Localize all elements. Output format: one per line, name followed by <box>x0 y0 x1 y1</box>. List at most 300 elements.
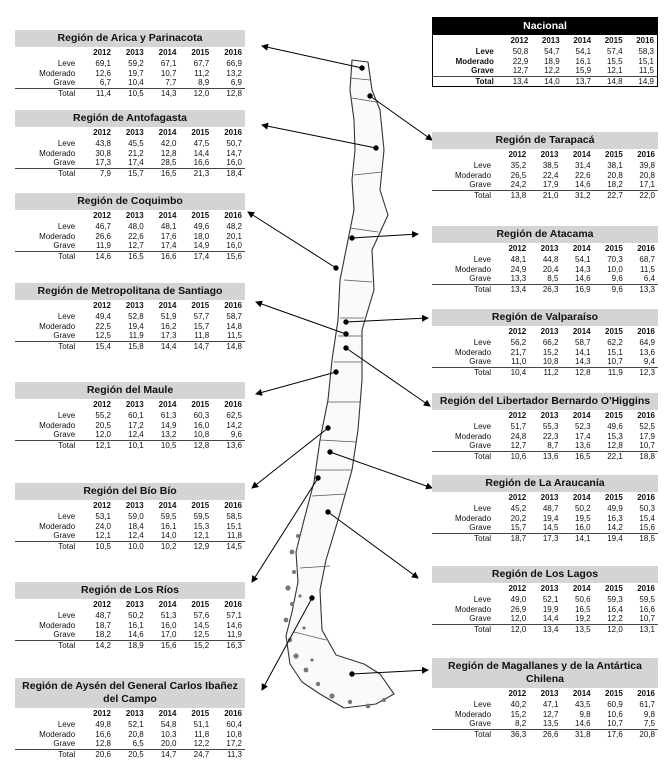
table-cell: 12,7 <box>510 441 527 451</box>
table-cell: 12,7 <box>512 66 529 76</box>
row-label-header <box>15 127 81 139</box>
table-cell: 50,2 <box>575 504 591 514</box>
table-cell: 16,1 <box>128 620 144 630</box>
table-cell: 17,0 <box>160 630 177 640</box>
table-cell: 14,9 <box>160 420 177 430</box>
year-header: 2012 <box>508 411 527 420</box>
table-cell: 52,3 <box>575 422 591 432</box>
table-cell: 18,4 <box>212 168 245 178</box>
row-label: Total <box>15 541 81 551</box>
stats-table <box>15 210 245 261</box>
table-row <box>15 720 245 729</box>
year-header: 2012 <box>93 400 111 409</box>
table-cell: 20,5 <box>95 420 111 430</box>
stats-table <box>432 492 658 543</box>
table-cell: 31,8 <box>561 729 593 739</box>
table-cell: 68,7 <box>639 255 655 265</box>
row-label-header <box>432 492 497 504</box>
table-cell: 51,3 <box>160 611 177 621</box>
table-cell: 13,6 <box>575 441 591 451</box>
row-label: Leve <box>475 47 494 57</box>
table-cell: 21,2 <box>128 148 144 158</box>
stats-table <box>432 149 658 200</box>
table-cell: 24,0 <box>95 521 111 531</box>
stats-table <box>432 583 658 634</box>
panel-antofagasta <box>15 110 245 178</box>
table-cell: 14,0 <box>160 531 177 541</box>
table-cell: 54,8 <box>160 720 177 730</box>
table-cell: 39,8 <box>639 161 655 171</box>
year-header: 2013 <box>125 301 144 310</box>
table-cell: 13,5 <box>561 624 593 634</box>
row-label: Grave <box>469 274 492 284</box>
table-cell: 19,9 <box>542 604 559 614</box>
table-cell: 14,6 <box>575 719 591 729</box>
table-cell: 12,8 <box>561 367 593 377</box>
panel-title: Región del Libertador Bernardo O'Higgins <box>432 393 658 410</box>
table-cell: 19,4 <box>128 321 144 331</box>
table-row <box>432 348 658 357</box>
table-cell: 22,0 <box>626 190 658 200</box>
table-cell: 17,6 <box>160 231 177 241</box>
row-label: Total <box>432 729 497 739</box>
panel-title: Región de Valparaíso <box>432 309 658 326</box>
table-cell: 10,6 <box>607 709 623 719</box>
year-header: 2016 <box>637 327 655 336</box>
table-cell: 26,6 <box>529 729 561 739</box>
table-cell: 16,3 <box>212 640 245 650</box>
table-row <box>15 78 245 88</box>
year-header: 2016 <box>224 501 242 510</box>
table-row <box>15 331 245 341</box>
table-row <box>15 430 245 440</box>
table-cell: 16,0 <box>226 241 242 251</box>
table-cell: 15,6 <box>639 523 655 533</box>
table-cell: 43,8 <box>95 139 111 149</box>
stats-table <box>15 127 245 178</box>
table-cell: 15,3 <box>607 431 623 441</box>
table-cell: 15,7 <box>510 523 527 533</box>
table-row <box>432 710 658 719</box>
row-label: Grave <box>469 357 492 367</box>
table-cell: 13,2 <box>226 68 242 78</box>
table-cell: 14,8 <box>594 76 625 86</box>
table-cell: 18,9 <box>114 640 147 650</box>
table-row <box>15 312 245 321</box>
table-cell: 7,9 <box>81 168 114 178</box>
panel-title: Nacional <box>433 18 657 35</box>
table-cell: 13,3 <box>510 274 527 284</box>
table-cell: 17,6 <box>594 729 626 739</box>
table-cell: 31,2 <box>561 190 593 200</box>
table-cell: 14,9 <box>626 76 657 86</box>
year-header: 2015 <box>605 493 623 502</box>
table-cell: 12,6 <box>95 68 111 78</box>
table-cell: 59,5 <box>639 595 655 605</box>
row-label: Grave <box>53 630 76 640</box>
year-header: 2014 <box>572 244 591 253</box>
row-label: Grave <box>53 430 76 440</box>
row-label: Grave <box>53 531 76 541</box>
table-cell: 12,1 <box>193 531 210 541</box>
table-cell: 9,6 <box>230 430 242 440</box>
table-cell: 16,0 <box>226 158 242 168</box>
table-cell: 13,8 <box>497 190 529 200</box>
table-cell: 12,1 <box>95 531 111 541</box>
year-header-row <box>15 399 245 411</box>
row-label: Leve <box>57 139 76 149</box>
table-cell: 7,5 <box>643 719 655 729</box>
row-label: Total <box>432 451 497 461</box>
year-header: 2012 <box>93 211 111 220</box>
year-header: 2014 <box>158 301 177 310</box>
table-cell: 15,3 <box>193 521 210 531</box>
table-cell: 14,6 <box>81 251 114 261</box>
year-header: 2015 <box>191 301 210 310</box>
stats-table <box>432 688 658 739</box>
table-cell: 14,3 <box>575 357 591 367</box>
year-header-row <box>432 243 658 255</box>
table-row <box>432 533 658 543</box>
row-label: Moderado <box>455 513 492 523</box>
row-label: Total <box>433 76 500 86</box>
table-cell: 57,7 <box>193 312 210 322</box>
table-cell: 7,7 <box>165 78 177 88</box>
table-cell: 14,8 <box>212 341 245 351</box>
year-header-row <box>432 492 658 504</box>
table-cell: 17,2 <box>128 420 144 430</box>
year-header-row <box>15 300 245 312</box>
table-cell: 10,8 <box>542 357 559 367</box>
table-cell: 10,2 <box>147 541 180 551</box>
table-cell: 13,7 <box>563 76 594 86</box>
year-header: 2014 <box>572 584 591 593</box>
row-label: Total <box>15 168 81 178</box>
row-label-header <box>432 326 497 338</box>
table-cell: 45,2 <box>510 504 527 514</box>
table-row <box>432 265 658 274</box>
table-cell: 20,8 <box>626 729 658 739</box>
table-row <box>15 241 245 251</box>
table-cell: 58,7 <box>575 338 591 348</box>
table-cell: 14,8 <box>226 321 242 331</box>
row-label: Leve <box>473 161 492 171</box>
row-label-header <box>15 500 81 512</box>
table-row <box>432 700 658 709</box>
table-cell: 22,3 <box>542 431 559 441</box>
table-cell: 19,4 <box>594 533 626 543</box>
table-cell: 9,6 <box>594 284 626 294</box>
table-cell: 8,5 <box>547 274 559 284</box>
row-label: Leve <box>57 411 76 421</box>
table-cell: 15,4 <box>639 513 655 523</box>
table-row <box>15 512 245 521</box>
panel-title: Región de Coquimbo <box>15 193 245 210</box>
row-label: Total <box>15 341 81 351</box>
row-label: Moderado <box>39 231 76 241</box>
table-cell: 17,9 <box>542 180 559 190</box>
table-cell: 49,9 <box>607 504 623 514</box>
table-cell: 22,9 <box>512 56 529 66</box>
table-cell: 49,6 <box>607 422 623 432</box>
table-cell: 17,3 <box>529 533 561 543</box>
table-row <box>15 621 245 630</box>
table-cell: 14,5 <box>193 620 210 630</box>
row-label: Leve <box>57 720 76 730</box>
table-cell: 17,3 <box>160 331 177 341</box>
panel-title: Región de Magallanes y de la Antártica Chilena <box>432 658 658 688</box>
table-cell: 10,7 <box>160 68 177 78</box>
year-header-row <box>15 47 245 59</box>
year-header: 2015 <box>605 150 623 159</box>
table-cell: 12,2 <box>607 614 623 624</box>
table-cell: 15,6 <box>147 640 180 650</box>
year-header: 2016 <box>224 128 242 137</box>
row-label-header <box>15 599 81 611</box>
table-cell: 6,7 <box>99 78 111 88</box>
panel-title: Región de Aysén del General Carlos Ibañez del Campo <box>15 678 245 708</box>
row-label-header <box>432 410 497 422</box>
table-cell: 53,1 <box>95 512 111 522</box>
table-cell: 12,8 <box>95 739 111 749</box>
table-cell: 13,4 <box>500 76 531 86</box>
table-cell: 19,2 <box>575 614 591 624</box>
year-header: 2016 <box>637 411 655 420</box>
table-cell: 19,7 <box>128 68 144 78</box>
row-label: Leve <box>57 312 76 322</box>
year-header: 2012 <box>508 493 527 502</box>
panel-title: Región de Atacama <box>432 226 658 243</box>
row-label: Total <box>432 284 497 294</box>
table-cell: 18,8 <box>626 451 658 461</box>
table-cell: 13,6 <box>529 451 561 461</box>
table-row <box>432 432 658 441</box>
table-cell: 28,5 <box>160 158 177 168</box>
row-label: Leve <box>473 338 492 348</box>
table-cell: 18,7 <box>95 620 111 630</box>
table-row <box>432 180 658 190</box>
year-header: 2012 <box>508 584 527 593</box>
table-row <box>433 66 657 76</box>
year-header: 2015 <box>605 244 623 253</box>
table-cell: 24,2 <box>510 180 527 190</box>
table-cell: 11,5 <box>227 331 242 341</box>
table-cell: 11,0 <box>511 357 527 367</box>
table-cell: 16,5 <box>561 451 593 461</box>
year-header: 2013 <box>540 150 559 159</box>
year-header: 2014 <box>158 128 177 137</box>
table-cell: 12,7 <box>128 241 144 251</box>
table-cell: 14,0 <box>531 76 562 86</box>
row-label-header <box>432 688 497 700</box>
table-cell: 10,0 <box>114 541 147 551</box>
table-row <box>15 139 245 148</box>
table-row <box>432 523 658 533</box>
table-cell: 6,5 <box>132 739 144 749</box>
table-cell: 55,2 <box>95 411 111 421</box>
row-label: Grave <box>469 441 492 451</box>
table-cell: 14,1 <box>575 347 591 357</box>
year-header-row <box>432 410 658 422</box>
table-cell: 15,5 <box>606 56 623 66</box>
row-label: Leve <box>473 422 492 432</box>
table-cell: 17,4 <box>179 251 212 261</box>
table-cell: 14,7 <box>226 148 242 158</box>
year-header-row <box>432 688 658 700</box>
table-cell: 21,7 <box>510 347 527 357</box>
table-cell: 9,6 <box>611 274 623 284</box>
table-row <box>15 322 245 331</box>
table-cell: 57,6 <box>193 611 210 621</box>
row-label: Moderado <box>39 521 76 531</box>
table-cell: 14,5 <box>212 541 245 551</box>
table-cell: 47,5 <box>193 139 210 149</box>
row-label-header <box>432 243 497 255</box>
table-cell: 49,6 <box>193 222 210 232</box>
table-cell: 69,1 <box>95 59 111 69</box>
year-header-row <box>15 599 245 611</box>
table-cell: 12,0 <box>510 614 527 624</box>
table-cell: 26,5 <box>510 170 527 180</box>
table-cell: 48,0 <box>128 222 144 232</box>
row-label: Total <box>432 367 497 377</box>
table-cell: 50,7 <box>226 139 242 149</box>
table-cell: 52,1 <box>542 595 559 605</box>
table-cell: 11,9 <box>128 331 144 341</box>
table-cell: 16,3 <box>607 513 623 523</box>
table-cell: 16,0 <box>160 620 177 630</box>
year-header: 2012 <box>508 327 527 336</box>
table-cell: 51,1 <box>193 720 210 730</box>
table-cell: 15,1 <box>607 347 623 357</box>
row-label: Leve <box>57 59 76 69</box>
table-cell: 14,5 <box>542 523 559 533</box>
table-row <box>15 59 245 68</box>
table-cell: 12,7 <box>542 709 559 719</box>
table-cell: 15,4 <box>81 341 114 351</box>
table-row <box>432 719 658 729</box>
table-cell: 60,9 <box>607 700 623 710</box>
table-cell: 49,4 <box>95 312 111 322</box>
panel-aysen <box>15 678 245 759</box>
row-label: Grave <box>53 78 76 88</box>
table-cell: 57,4 <box>606 47 623 57</box>
row-label: Grave <box>469 180 492 190</box>
table-cell: 67,1 <box>160 59 177 69</box>
table-cell: 51,9 <box>160 312 177 322</box>
table-cell: 59,5 <box>160 512 177 522</box>
table-cell: 12,4 <box>128 531 144 541</box>
year-header: 2012 <box>508 244 527 253</box>
year-header: 2015 <box>191 501 210 510</box>
panel-atacama <box>432 226 658 294</box>
table-cell: 6,9 <box>230 78 242 88</box>
row-label: Leve <box>57 512 76 522</box>
row-label: Total <box>432 190 497 200</box>
panel-title: Región de Arica y Parinacota <box>15 30 245 47</box>
table-cell: 12,9 <box>179 541 212 551</box>
table-cell: 14,2 <box>226 420 242 430</box>
year-header: 2014 <box>572 411 591 420</box>
table-row <box>432 161 658 170</box>
table-cell: 11,9 <box>594 367 626 377</box>
table-cell: 50,6 <box>575 595 591 605</box>
table-cell: 13,5 <box>542 719 559 729</box>
year-header: 2014 <box>158 48 177 57</box>
table-cell: 52,8 <box>128 312 144 322</box>
table-cell: 59,5 <box>193 512 210 522</box>
table-cell: 19,5 <box>575 513 591 523</box>
table-cell: 11,8 <box>227 531 242 541</box>
row-label: Moderado <box>455 264 492 274</box>
row-label-header <box>15 300 81 312</box>
year-header: 2015 <box>605 584 623 593</box>
row-label: Leve <box>473 255 492 265</box>
table-cell: 48,1 <box>160 222 177 232</box>
panel-magallanes <box>432 658 658 739</box>
table-cell: 59,3 <box>607 595 623 605</box>
year-header-row <box>15 210 245 222</box>
year-header: 2013 <box>125 600 144 609</box>
table-cell: 48,7 <box>95 611 111 621</box>
table-cell: 10,7 <box>639 614 655 624</box>
table-cell: 56,2 <box>510 338 527 348</box>
table-cell: 8,9 <box>198 78 210 88</box>
table-cell: 12,3 <box>626 367 658 377</box>
table-cell: 38,5 <box>542 161 559 171</box>
row-label: Grave <box>471 66 494 76</box>
year-header: 2014 <box>158 211 177 220</box>
year-header: 2016 <box>224 400 242 409</box>
table-cell: 18,4 <box>128 521 144 531</box>
table-cell: 12,0 <box>594 624 626 634</box>
year-header: 2012 <box>508 689 527 698</box>
table-cell: 12,1 <box>81 440 114 450</box>
table-cell: 13,4 <box>497 284 529 294</box>
table-cell: 14,4 <box>147 341 180 351</box>
table-row <box>432 605 658 614</box>
year-header: 2013 <box>541 36 560 45</box>
table-cell: 16,2 <box>160 321 177 331</box>
year-header: 2016 <box>224 48 242 57</box>
year-header: 2012 <box>510 36 529 45</box>
year-header: 2015 <box>191 128 210 137</box>
year-header: 2014 <box>158 400 177 409</box>
table-cell: 8,2 <box>515 719 527 729</box>
table-cell: 16,6 <box>95 729 111 739</box>
year-header: 2013 <box>540 584 559 593</box>
table-cell: 16,6 <box>639 604 655 614</box>
panel-coquimbo <box>15 193 245 261</box>
table-row <box>433 76 657 86</box>
table-row <box>433 57 657 66</box>
stats-table <box>432 326 658 377</box>
table-cell: 15,2 <box>179 640 212 650</box>
year-header: 2014 <box>572 689 591 698</box>
table-cell: 11,3 <box>212 749 245 759</box>
table-cell: 11,4 <box>81 88 114 98</box>
table-cell: 70,3 <box>607 255 623 265</box>
table-cell: 17,9 <box>639 431 655 441</box>
table-row <box>15 739 245 749</box>
table-cell: 45,5 <box>128 139 144 149</box>
table-cell: 48,7 <box>542 504 559 514</box>
row-label-header <box>432 149 497 161</box>
year-header: 2015 <box>191 709 210 718</box>
table-cell: 9,8 <box>579 709 591 719</box>
table-row <box>433 47 657 56</box>
year-header: 2014 <box>572 327 591 336</box>
